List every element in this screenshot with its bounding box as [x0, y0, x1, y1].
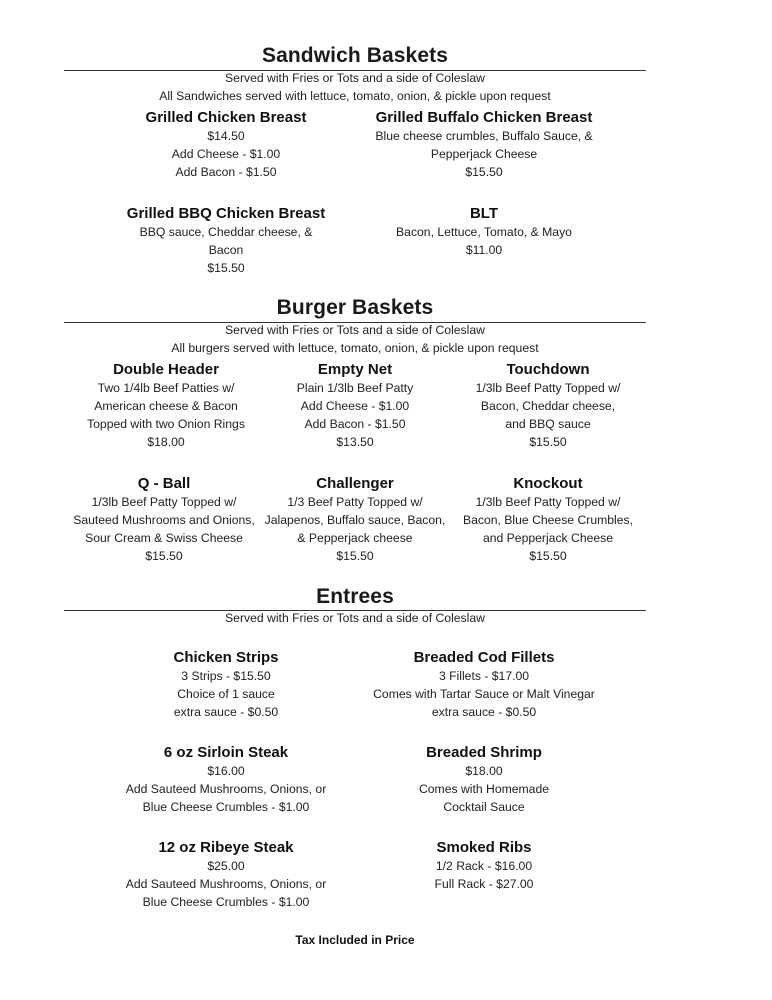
item-price: $11.00 — [465, 243, 503, 257]
menu-item-blt — [354, 204, 614, 259]
item-description: Choice of 1 sauce — [177, 687, 275, 701]
item-description: and Pepperjack Cheese — [482, 531, 614, 545]
item-option: Add Cheese - $1.00 — [171, 147, 281, 161]
item-price: Full Rack - $27.00 — [434, 877, 534, 891]
item-name: Knockout — [513, 475, 583, 492]
item-price: $25.00 — [207, 859, 245, 873]
item-option: Add Bacon - $1.50 — [175, 165, 277, 179]
item-name: Grilled BBQ Chicken Breast — [126, 205, 326, 222]
item-description: Bacon — [208, 243, 244, 257]
menu-item-challenger — [250, 474, 460, 565]
item-name: 12 oz Ribeye Steak — [158, 839, 294, 856]
item-description: Topped with two Onion Rings — [87, 417, 245, 431]
item-name: Challenger — [316, 475, 394, 492]
item-option: Add Sauteed Mushrooms, Onions, or — [125, 782, 327, 796]
menu-item-grilled-chicken-breast — [106, 108, 346, 181]
item-name: Breaded Shrimp — [426, 744, 542, 761]
menu-item-grilled-buffalo-chicken-breast — [354, 108, 614, 181]
section-note: Served with Fries or Tots and a side of Coleslaw — [225, 611, 485, 625]
item-description: Comes with Tartar Sauce or Malt Vinegar — [373, 687, 595, 701]
item-option: extra sauce - $0.50 — [173, 705, 279, 719]
menu-item-breaded-shrimp — [354, 743, 614, 816]
item-price: 3 Fillets - $17.00 — [438, 669, 530, 683]
menu-item-12oz-ribeye-steak — [106, 838, 346, 911]
item-name: Grilled Chicken Breast — [145, 109, 307, 126]
item-price: $15.50 — [529, 549, 567, 563]
item-description: and BBQ sauce — [505, 417, 591, 431]
item-option: extra sauce - $0.50 — [431, 705, 537, 719]
item-price: $18.00 — [465, 764, 503, 778]
menu-item-smoked-ribs — [354, 838, 614, 893]
item-name: Smoked Ribs — [436, 839, 532, 856]
item-description: 1/3 Beef Patty Topped w/ — [287, 495, 423, 509]
item-option: Blue Cheese Crumbles - $1.00 — [142, 895, 310, 909]
item-price: $15.50 — [145, 549, 183, 563]
section-note: All Sandwiches served with lettuce, tomato, onion, & pickle upon request — [159, 89, 551, 103]
item-description: Plain 1/3lb Beef Patty — [296, 381, 414, 395]
menu-item-q-ball — [59, 474, 269, 565]
item-price: 1/2 Rack - $16.00 — [435, 859, 533, 873]
item-name: Empty Net — [317, 361, 393, 378]
item-description: Sour Cream & Swiss Cheese — [85, 531, 243, 545]
menu-item-grilled-bbq-chicken-breast — [106, 204, 346, 277]
item-description: Two 1/4lb Beef Patties w/ — [97, 381, 235, 395]
item-name: Breaded Cod Fillets — [413, 649, 555, 666]
menu-item-touchdown — [448, 360, 648, 451]
item-price: 3 Strips - $15.50 — [181, 669, 271, 683]
item-description: Bacon, Blue Cheese Crumbles, — [462, 513, 634, 527]
item-price: $15.50 — [336, 549, 374, 563]
item-name: 6 oz Sirloin Steak — [163, 744, 289, 761]
item-option: Add Bacon - $1.50 — [304, 417, 406, 431]
section-note: Served with Fries or Tots and a side of Coleslaw — [225, 323, 485, 337]
menu-item-chicken-strips — [106, 648, 346, 721]
item-price: $15.50 — [465, 165, 503, 179]
item-description: Cocktail Sauce — [443, 800, 525, 814]
item-description: 1/3lb Beef Patty Topped w/ — [91, 495, 237, 509]
item-description: Jalapenos, Buffalo sauce, Bacon, — [264, 513, 446, 527]
item-name: Q - Ball — [137, 475, 191, 492]
item-description: Pepperjack Cheese — [430, 147, 538, 161]
item-option: Blue Cheese Crumbles - $1.00 — [142, 800, 310, 814]
item-name: Chicken Strips — [173, 649, 279, 666]
item-option: Add Sauteed Mushrooms, Onions, or — [125, 877, 327, 891]
item-price: $15.50 — [529, 435, 567, 449]
item-price: $14.50 — [207, 129, 245, 143]
item-description: Bacon, Cheddar cheese, — [480, 399, 616, 413]
menu-item-empty-net — [255, 360, 455, 451]
section-title-sandwich-baskets: Sandwich Baskets — [261, 44, 448, 67]
section-title-burger-baskets: Burger Baskets — [276, 296, 434, 319]
item-description: 1/3lb Beef Patty Topped w/ — [475, 495, 621, 509]
item-name: Double Header — [113, 361, 219, 378]
item-name: Grilled Buffalo Chicken Breast — [375, 109, 593, 126]
section-title-entrees: Entrees — [316, 585, 394, 608]
menu-item-breaded-cod-fillets — [354, 648, 614, 721]
item-price: $15.50 — [207, 261, 245, 275]
item-description: American cheese & Bacon — [94, 399, 238, 413]
menu-item-knockout — [443, 474, 653, 565]
section-note: All burgers served with lettuce, tomato, onion, & pickle upon request — [171, 341, 539, 355]
item-description: & Pepperjack cheese — [297, 531, 413, 545]
item-price: $13.50 — [336, 435, 374, 449]
item-price: $18.00 — [147, 435, 185, 449]
item-description: 1/3lb Beef Patty Topped w/ — [475, 381, 621, 395]
menu-item-6oz-sirloin-steak — [106, 743, 346, 816]
item-price: $16.00 — [207, 764, 245, 778]
item-description: Sauteed Mushrooms and Onions, — [73, 513, 255, 527]
section-note: Served with Fries or Tots and a side of Coleslaw — [225, 71, 485, 85]
item-description: BBQ sauce, Cheddar cheese, & — [139, 225, 313, 239]
menu-item-double-header — [66, 360, 266, 451]
item-name: BLT — [469, 205, 499, 222]
item-name: Touchdown — [506, 361, 590, 378]
item-description: Bacon, Lettuce, Tomato, & Mayo — [396, 225, 572, 239]
item-description: Blue cheese crumbles, Buffalo Sauce, & — [375, 129, 593, 143]
item-description: Comes with Homemade — [418, 782, 550, 796]
item-option: Add Cheese - $1.00 — [300, 399, 410, 413]
tax-note: Tax Included in Price — [295, 933, 415, 947]
